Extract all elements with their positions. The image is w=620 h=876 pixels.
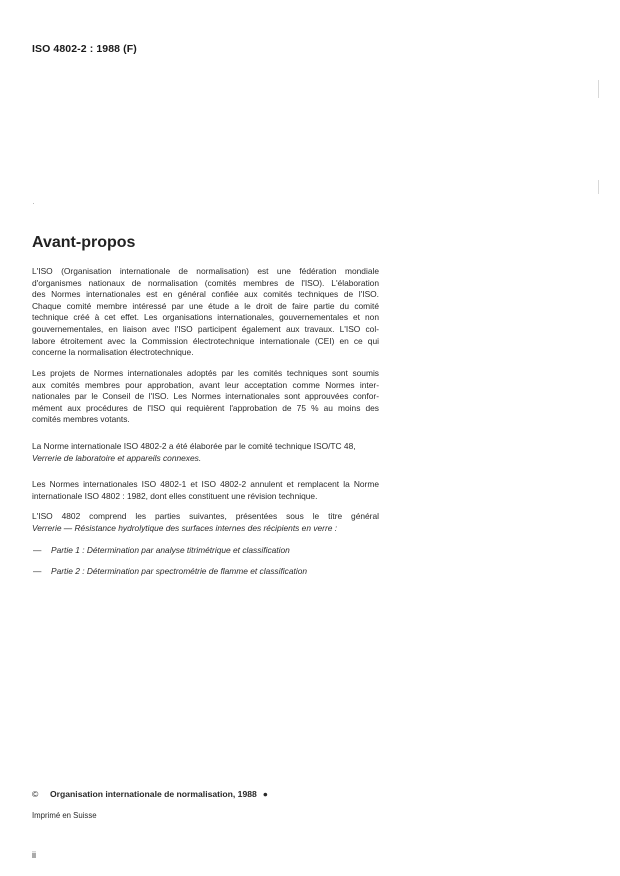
text-line: gouvernementales, en liaison avec l'ISO participent également aux travaux. L'ISO col-	[32, 323, 379, 334]
text-line: comités membres votants.	[32, 414, 130, 425]
paragraph-technical-committee	[32, 441, 379, 464]
text-line: internationale ISO 4802 : 1982, dont elles constituent une révision technique.	[32, 490, 318, 501]
scan-margin-mark	[598, 180, 599, 194]
document-identifier: ISO 4802-2 : 1988 (F)	[32, 43, 137, 55]
list-item-text: Partie 1 : Détermination par analyse titrimétrique et classification	[51, 545, 290, 555]
copyright-text: Organisation internationale de normalisation, 1988	[50, 789, 257, 799]
text-line: Les projets de Normes internationales adoptés par les comités techniques sont soumis	[32, 368, 379, 378]
dash-marker: —	[33, 545, 42, 555]
dash-marker: —	[33, 566, 42, 576]
copyright-icon: ©	[32, 789, 39, 799]
text-line: d'organismes nationaux de normalisation (comités membres de l'ISO). L'élaboration	[32, 277, 379, 288]
paragraph-iso-description	[32, 266, 379, 359]
text-line-general-title: Verrerie — Résistance hydrolytique des surfaces internes des récipients en verre :	[32, 522, 338, 533]
text-line: mément aux procédures de l'ISO qui requièrent l'approbation de 75 % au moins des	[32, 402, 379, 413]
text-line: nationales par le Conseil de l'ISO. Les Normes internationales sont approuvées confor-	[32, 391, 379, 402]
paragraph-approval-process	[32, 368, 379, 426]
text-line: Les Normes internationales ISO 4802-1 et ISO 4802-2 annulent et remplacent la Norme	[32, 479, 379, 489]
copyright-notice	[32, 789, 268, 799]
printed-in-label: Imprimé en Suisse	[32, 811, 97, 820]
text-line: L'ISO 4802 comprend les parties suivantes, présentées sous le titre général	[32, 511, 379, 521]
list-item-part-1	[33, 545, 290, 556]
section-heading: Avant-propos	[32, 234, 136, 251]
page-number: ii	[32, 850, 36, 860]
scan-speck	[33, 203, 34, 204]
text-line-committee-title: Verrerie de laboratoire et appareils connexes.	[32, 452, 202, 463]
text-line: des Normes internationales est en général confiée aux comités techniques de l'ISO.	[32, 289, 379, 300]
text-line: L'ISO (Organisation internationale de normalisation) est une fédération mondiale	[32, 266, 379, 276]
list-item-part-2	[33, 566, 307, 577]
scan-margin-mark	[598, 80, 599, 98]
text-line: aux comités membres pour approbation, avant leur acceptation comme Normes inter-	[32, 379, 379, 390]
list-item-text: Partie 2 : Détermination par spectrométrie de flamme et classification	[51, 566, 308, 576]
text-line: Chaque comité membre intéressé par une étude a le droit de faire partie du comité	[32, 300, 379, 311]
bullet-icon: ●	[262, 789, 268, 799]
text-line: La Norme internationale ISO 4802-2 a été élaborée par le comité technique ISO/TC 48,	[32, 441, 356, 451]
text-line: concerne la normalisation électrotechnique.	[32, 347, 194, 358]
paragraph-parts-intro	[32, 511, 379, 534]
text-line: labore étroitement avec la Commission électrotechnique internationale (CEI) en ce qui	[32, 335, 379, 346]
paragraph-replacement-notice	[32, 479, 379, 502]
text-line: technique créé à cet effet. Les organisations internationales, gouvernementales et non	[32, 312, 379, 323]
